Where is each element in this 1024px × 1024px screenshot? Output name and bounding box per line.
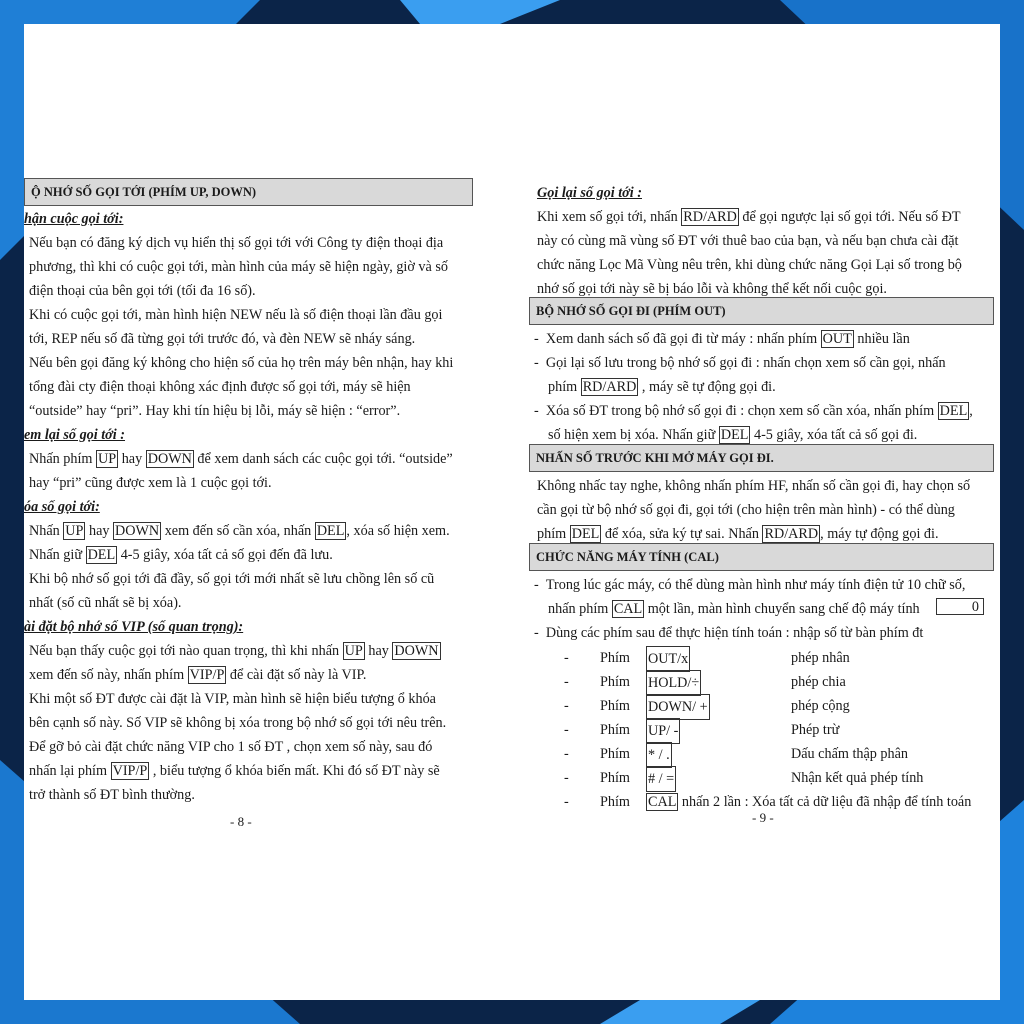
text-line: Khi bộ nhớ số gọi tới đã đầy, số gọi tới mới nhất sẽ lưu chồng lên số cũ <box>29 571 435 587</box>
bullet-line: - Xem danh sách số đã gọi đi từ máy : nhấn phím OUT nhiều lần <box>534 331 910 347</box>
key-down: DOWN <box>394 643 439 659</box>
text-line: Nhấn giữ DEL 4-5 giây, xóa tất cả số gọi đến đã lưu. <box>29 547 333 563</box>
calc-key-desc: phép nhân <box>791 650 850 666</box>
calc-key-desc: nhấn 2 lần : Xóa tất cả dữ liệu đã nhập để tính toán <box>678 794 972 810</box>
calc-key-desc: phép cộng <box>791 698 850 714</box>
text-line: Khi xem số gọi tới, nhấn RD/ARD để gọi ngược lại số gọi tới. Nếu số ĐT <box>537 209 961 225</box>
text-line: “outside” hay “pri”. Hay khi tín hiệu bị lỗi, máy sẽ hiện : “error”. <box>29 403 401 419</box>
key-del: DEL <box>571 526 600 542</box>
manual-page-spread: Ộ NHỚ SỐ GỌI TỚI (PHÍM UP, DOWN) hận cuộc gọi tới: Nếu bạn có đăng ký dịch vụ hiển thị số gọi tới với Công ty điện thoại địa phương, thì khi có cuộc gọi tới, màn hình của máy sẽ hiện ngày, giờ và số điện thoại của bên gọi tới (tối đa 16 số). Khi có cuộc gọi tới, màn hình hiện NEW nếu là số điện thoại lần đầu gọi tới, REP nếu số đã từng gọi tới trước đó, và đèn NEW sẽ nháy sáng. Nếu bên gọi đăng ký không cho hiện số của họ trên máy bên nhận, hay khi tổng đài cty điện thoại không xác định được số gọi tới, máy sẽ hiện “outside” hay “pri”. Hay khi tín hiệu bị lỗi, máy sẽ hiện : “error”. em lại số gọi tới : Nhấn phím UP hay DOWN để xem danh sách các cuộc gọi tới. “outside” hay “pri” cũng được xem là 1 cuộc gọi tới. óa số gọi tới: Nhấn UP hay DOWN xem đến số cần xóa, nhấn DEL , xóa số hiện xem. Nhấn giữ DEL 4-5 giây, xóa tất cả số gọi đến đã lưu. Khi bộ nhớ số gọi tới đã đầy, số gọi tới mới nhất sẽ lưu chồng lên số cũ nhất (số cũ nhất sẽ bị xóa). ài đặt bộ nhớ số VIP (số quan trọng): Nếu bạn thấy cuộc gọi tới nào quan trọng, thì khi nhấn UP hay DOWN xem đến số này, nhấn phím VIP/P để cài đặt số này là VIP. Khi một số ĐT được cài đặt là VIP, màn hình sẽ hiện biểu tượng ổ khóa bên cạnh số này. Số VIP sẽ không bị xóa trong bộ nhớ số gọi tới nêu trên. Để gỡ bỏ cài đặt chức năng VIP cho 1 số ĐT , chọn xem số này, sau đó nhấn lại phím VIP/P , biểu tượng ổ khóa biến mất. Khi đó số ĐT này sẽ trở thành số ĐT bình thường. - 8 - Gọi lại số gọi tới : Khi xem số gọi tới, nhấn RD/ARD để gọi ngược lại số gọi tới. Nếu số ĐT này có cùng mã vùng số ĐT với thuê bao của bạn, và nếu bạn chưa cài đặt chức năng Lọc Mã Vùng nêu trên, khi dùng chức năng Gọi Lại số trong bộ nhớ số gọi tới này sẽ bị báo lỗi và không thể kết nối cuộc gọi. BỘ NHỚ SỐ GỌI ĐI (PHÍM OUT) - Xem danh sách số đã gọi đi từ máy : nhấn phím OUT nhiều lần - Gọi lại số lưu trong bộ nhớ số gọi đi : nhấn chọn xem số cần gọi, nhấn phím RD/ARD , máy sẽ tự động gọi đi. - Xóa số ĐT trong bộ nhớ số gọi đi : chọn xem số cần xóa, nhấn phím DEL , số hiện xem bị xóa. Nhấn giữ DEL 4-5 giây, xóa tất cả số gọi đi. NHẤN SỐ TRƯỚC KHI MỞ MÁY GỌI ĐI. Không nhấc tay nghe, không nhấn phím HF, nhấn số cần gọi đi, hay chọn số cần gọi từ bộ nhớ số gọi đi, gọi tới (cho hiện trên màn hình) - có thể dùng phím DEL để xóa, sửa ký tự sai. Nhấn RD/ARD , máy tự động gọi đi. CHỨC NĂNG MÁY TÍNH (CAL) - Trong lúc gác máy, có thể dùng màn hình như máy tính điện tử 10 chữ số, nhấn phím CAL một lần, màn hình chuyển sang chế độ máy tính 0 - Dùng các phím sau để thực hiện tính toán : nhập số từ bàn phím đt - Phím OUT/x phép nhân - Phím HOLD/÷ phép chia - Phím DOWN/ + phép cộng - Phím UP/ - Phép trừ - Phím * / . Dấu chấm thập phân - Phím # / = Nhận kết quả phép tính - Phím CAL nhấn 2 lần : Xóa tất cả dữ liệu đã nhập để tính toán - 9 - <box>24 24 1000 1000</box>
text-line: tới, REP nếu số đã từng gọi tới trước đó, và đèn NEW sẽ nháy sáng. <box>29 331 416 347</box>
section-header-predial: NHẤN SỐ TRƯỚC KHI MỞ MÁY GỌI ĐI. <box>529 444 994 472</box>
text-line: Khi một số ĐT được cài đặt là VIP, màn hình sẽ hiện biểu tượng ổ khóa <box>29 691 436 707</box>
calc-key-word: Phím <box>600 794 630 810</box>
text-line: phương, thì khi có cuộc gọi tới, màn hình của máy sẽ hiện ngày, giờ và số <box>29 259 448 275</box>
bullet-line: - Xóa số ĐT trong bộ nhớ số gọi đi : chọn xem số cần xóa, nhấn phím DEL , <box>534 403 973 419</box>
calc-key-label: HOLD/÷ <box>646 670 701 696</box>
bullet-line: - Gọi lại số lưu trong bộ nhớ số gọi đi : nhấn chọn xem số cần gọi, nhấn <box>534 355 946 371</box>
text-line: Nếu bạn thấy cuộc gọi tới nào quan trọng, thì khi nhấn UP hay DOWN <box>29 643 439 659</box>
text-line: số hiện xem bị xóa. Nhấn giữ DEL 4-5 giây, xóa tất cả số gọi đi. <box>548 427 918 443</box>
key-down: DOWN <box>115 523 160 539</box>
calc-key-desc: Nhận kết quả phép tính <box>791 770 924 786</box>
calc-key-label: # / = <box>646 766 676 792</box>
text-line: Nếu bên gọi đăng ký không cho hiện số của họ trên máy bên nhận, hay khi <box>29 355 454 371</box>
key-up: UP <box>344 643 363 659</box>
key-cal: CAL <box>648 794 677 810</box>
calc-key-desc: Dấu chấm thập phân <box>791 746 909 762</box>
key-del: DEL <box>316 523 345 539</box>
key-del: DEL <box>720 427 749 443</box>
text-line: nhấn phím CAL một lần, màn hình chuyển sang chế độ máy tính <box>548 601 920 617</box>
calc-key-word: Phím <box>600 722 630 738</box>
subheading-delete-incoming: óa số gọi tới: <box>24 499 100 515</box>
section-header-calculator: CHỨC NĂNG MÁY TÍNH (CAL) <box>529 543 994 571</box>
key-rd-ard: RD/ARD <box>764 526 819 542</box>
bullet-line: - Trong lúc gác máy, có thể dùng màn hình như máy tính điện tử 10 chữ số, <box>534 577 966 593</box>
key-rd-ard: RD/ARD <box>683 209 737 225</box>
text-line: Nhấn phím UP hay DOWN để xem danh sách các cuộc gọi tới. “outside” <box>29 451 453 467</box>
page-number: - 8 - <box>230 814 252 829</box>
page-number: - 9 - <box>752 810 774 825</box>
calc-key-label: OUT/x <box>646 646 690 672</box>
subheading-review-incoming: em lại số gọi tới : <box>24 427 126 443</box>
text-line: Nhấn UP hay DOWN xem đến số cần xóa, nhấn DEL , xóa số hiện xem. <box>29 523 450 539</box>
key-down: DOWN <box>147 451 192 467</box>
subheading-callback: Gọi lại số gọi tới : <box>537 185 642 201</box>
text-line: tổng đài cty điện thoại không xác định được số gọi tới, máy sẽ hiện <box>29 379 411 395</box>
subheading-receive-call: hận cuộc gọi tới: <box>24 211 124 227</box>
text-line: chức năng Lọc Mã Vùng nêu trên, khi dùng chức năng Gọi Lại số trong bộ <box>537 257 962 273</box>
calc-key-word: Phím <box>600 650 630 666</box>
bullet-line: - Dùng các phím sau để thực hiện tính toán : nhập số từ bàn phím đt <box>534 625 924 641</box>
key-up: UP <box>98 451 117 467</box>
key-del: DEL <box>87 547 116 563</box>
text-line: cần gọi từ bộ nhớ số gọi đi, gọi tới (cho hiện trên màn hình) - có thể dùng <box>537 502 955 518</box>
calc-key-desc: phép chia <box>791 674 846 690</box>
calc-key-word: Phím <box>600 770 630 786</box>
section-header-outgoing-memory: BỘ NHỚ SỐ GỌI ĐI (PHÍM OUT) <box>529 297 994 325</box>
key-vip: VIP/P <box>189 667 225 683</box>
text-line: hay “pri” cũng được xem là 1 cuộc gọi tới. <box>29 475 272 491</box>
text-line: Để gỡ bỏ cài đặt chức năng VIP cho 1 số ĐT , chọn xem số này, sau đó <box>29 739 433 755</box>
key-del: DEL <box>939 403 968 419</box>
section-header-incoming-memory: Ộ NHỚ SỐ GỌI TỚI (PHÍM UP, DOWN) <box>24 178 473 206</box>
calc-key-label: UP/ - <box>646 718 680 744</box>
calc-key-word: Phím <box>600 698 630 714</box>
calc-key-label: * / . <box>646 742 672 768</box>
text-line: này có cùng mã vùng số ĐT với thuê bao của bạn, và nếu bạn chưa cài đặt <box>537 233 959 249</box>
text-line: Không nhấc tay nghe, không nhấn phím HF, nhấn số cần gọi đi, hay chọn số <box>537 478 971 494</box>
calc-key-word: Phím <box>600 746 630 762</box>
text-line: bên cạnh số này. Số VIP sẽ không bị xóa trong bộ nhớ số gọi tới nêu trên. <box>29 715 447 731</box>
text-line: phím DEL để xóa, sửa ký tự sai. Nhấn RD/ARD , máy tự động gọi đi. <box>537 526 939 542</box>
calc-key-word: Phím <box>600 674 630 690</box>
text-line: nhớ số gọi tới này sẽ bị báo lỗi và không thể kết nối cuộc gọi. <box>537 281 887 297</box>
key-vip: VIP/P <box>112 763 148 779</box>
subheading-vip-memory: ài đặt bộ nhớ số VIP (số quan trọng): <box>24 619 244 635</box>
key-cal: CAL <box>613 601 643 617</box>
text-line: xem đến số này, nhấn phím VIP/P để cài đặt số này là VIP. <box>29 667 367 683</box>
calc-key-desc: Phép trừ <box>791 722 840 738</box>
key-up: UP <box>65 523 84 539</box>
text-line: nhất (số cũ nhất sẽ bị xóa). <box>29 595 182 611</box>
text-line: Khi có cuộc gọi tới, màn hình hiện NEW nếu là số điện thoại lần đầu gọi <box>29 307 443 323</box>
calculator-display: 0 <box>936 598 984 615</box>
text-line: Nếu bạn có đăng ký dịch vụ hiển thị số gọi tới với Công ty điện thoại địa <box>29 235 444 251</box>
text-line: trở thành số ĐT bình thường. <box>29 787 195 803</box>
text-line: phím RD/ARD , máy sẽ tự động gọi đi. <box>548 379 776 395</box>
key-out: OUT <box>822 331 852 347</box>
text-line: nhấn lại phím VIP/P , biểu tượng ổ khóa biến mất. Khi đó số ĐT này sẽ <box>29 763 440 779</box>
text-line: điện thoại của bên gọi tới (tối đa 16 số). <box>29 283 256 299</box>
calc-key-label: DOWN/ + <box>646 694 710 720</box>
key-rd-ard: RD/ARD <box>582 379 637 395</box>
